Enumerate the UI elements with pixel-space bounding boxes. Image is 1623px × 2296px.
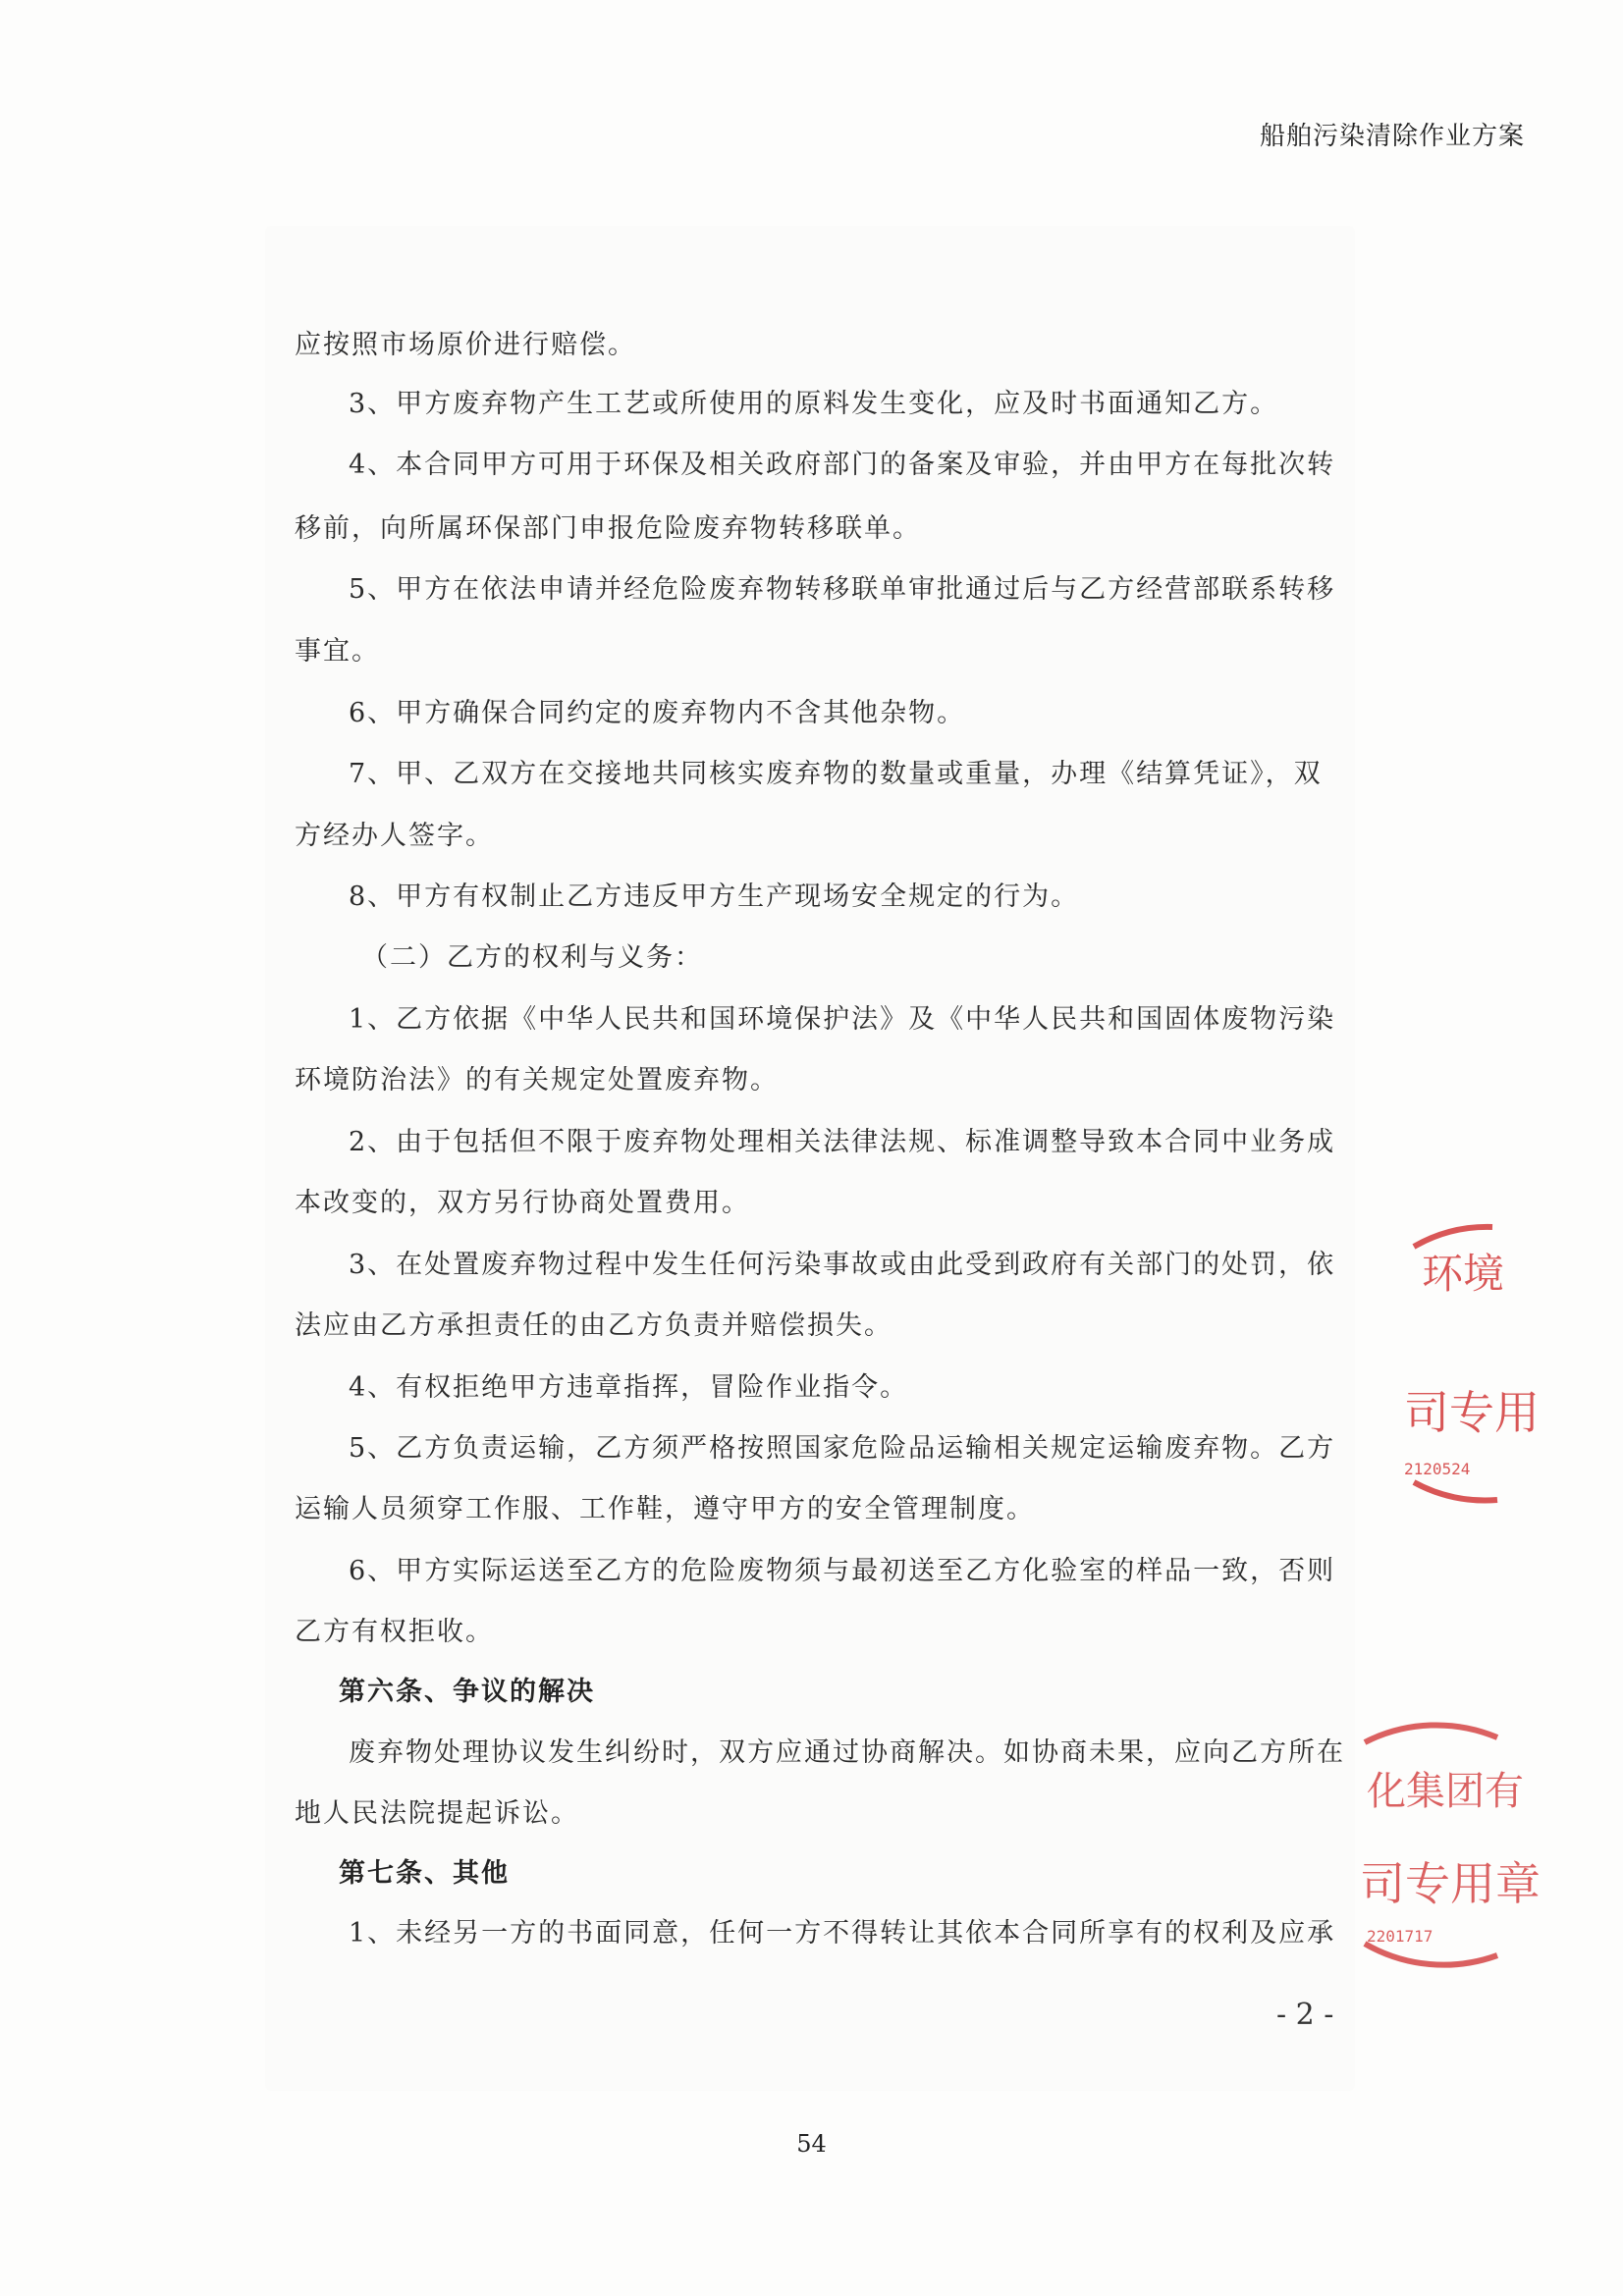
body-line: 5、乙方负责运输，乙方须严格按照国家危险品运输相关规定运输废弃物。乙方 xyxy=(349,1433,1336,1464)
body-line: 3、在处置废弃物过程中发生任何污染事故或由此受到政府有关部门的处罚，依 xyxy=(349,1250,1336,1280)
body-line: 4、有权拒绝甲方违章指挥，冒险作业指令。 xyxy=(349,1372,909,1403)
body-line: 法应由乙方承担责任的由乙方负责并赔偿损失。 xyxy=(295,1310,893,1341)
body-line: 地人民法院提起诉讼。 xyxy=(295,1798,579,1829)
body-line: 8、甲方有权制止乙方违反甲方生产现场安全规定的行为。 xyxy=(349,881,1080,912)
document-header-title: 船舶污染清除作业方案 xyxy=(1259,122,1525,151)
seal-upper-icon xyxy=(1404,1227,1540,1501)
seal-upper-mid-text: 司专用 xyxy=(1404,1386,1540,1439)
body-line: 应按照市场原价进行赔偿。 xyxy=(295,330,636,360)
article-heading-seven: 第七条、其他 xyxy=(339,1858,510,1889)
body-line: 环境防治法》的有关规定处置废弃物。 xyxy=(295,1065,779,1095)
seal-upper-top-text: 环境 xyxy=(1422,1250,1505,1298)
body-line: 移前，向所属环保部门申报危险废弃物转移联单。 xyxy=(295,513,921,544)
body-line: 本改变的，双方另行协商处置费用。 xyxy=(295,1188,750,1218)
body-line: 1、未经另一方的书面同意，任何一方不得转让其依本合同所享有的权利及应承 xyxy=(349,1918,1336,1949)
body-line: 运输人员须穿工作服、工作鞋，遵守甲方的安全管理制度。 xyxy=(295,1494,1035,1524)
body-line: 6、甲方实际运送至乙方的危险废物须与最初送至乙方化验室的样品一致，否则 xyxy=(349,1556,1336,1586)
seal-upper-digits: 2120524 xyxy=(1404,1460,1471,1478)
body-line: 1、乙方依据《中华人民共和国环境保护法》及《中华人民共和国固体废物污染 xyxy=(349,1004,1336,1035)
body-line: 方经办人签字。 xyxy=(295,821,494,851)
body-line: 5、甲方在依法申请并经危险废弃物转移联单审批通过后与乙方经营部联系转移 xyxy=(349,574,1336,605)
inner-page-number: - 2 - xyxy=(1276,1998,1334,2032)
body-line: 7、甲、乙双方在交接地共同核实废弃物的数量或重量，办理《结算凭证》，双 xyxy=(349,759,1323,789)
body-line: 4、本合同甲方可用于环保及相关政府部门的备案及审验，并由甲方在每批次转 xyxy=(349,450,1336,480)
seal-lower-mid-text: 司专用章 xyxy=(1360,1857,1541,1910)
seal-lower-icon xyxy=(1360,1725,1541,1964)
seal-lower-top-text: 化集团有 xyxy=(1367,1769,1524,1814)
body-line: 2、由于包括但不限于废弃物处理相关法律法规、标准调整导致本合同中业务成 xyxy=(349,1127,1336,1157)
section-subheading: （二）乙方的权利与义务： xyxy=(361,942,703,973)
seal-lower-digits: 2201717 xyxy=(1367,1927,1434,1946)
footer-page-number: 54 xyxy=(796,2130,827,2158)
body-line: 6、甲方确保合同约定的废弃物内不含其他杂物。 xyxy=(349,698,966,728)
article-heading-six: 第六条、争议的解决 xyxy=(339,1677,595,1707)
body-line: 3、甲方废弃物产生工艺或所使用的原料发生变化，应及时书面通知乙方。 xyxy=(349,389,1279,419)
body-line: 事宜。 xyxy=(295,636,380,667)
body-line: 乙方有权拒收。 xyxy=(295,1617,494,1647)
body-line: 废弃物处理协议发生纠纷时，双方应通过协商解决。如协商未果，应向乙方所在 xyxy=(349,1737,1345,1768)
